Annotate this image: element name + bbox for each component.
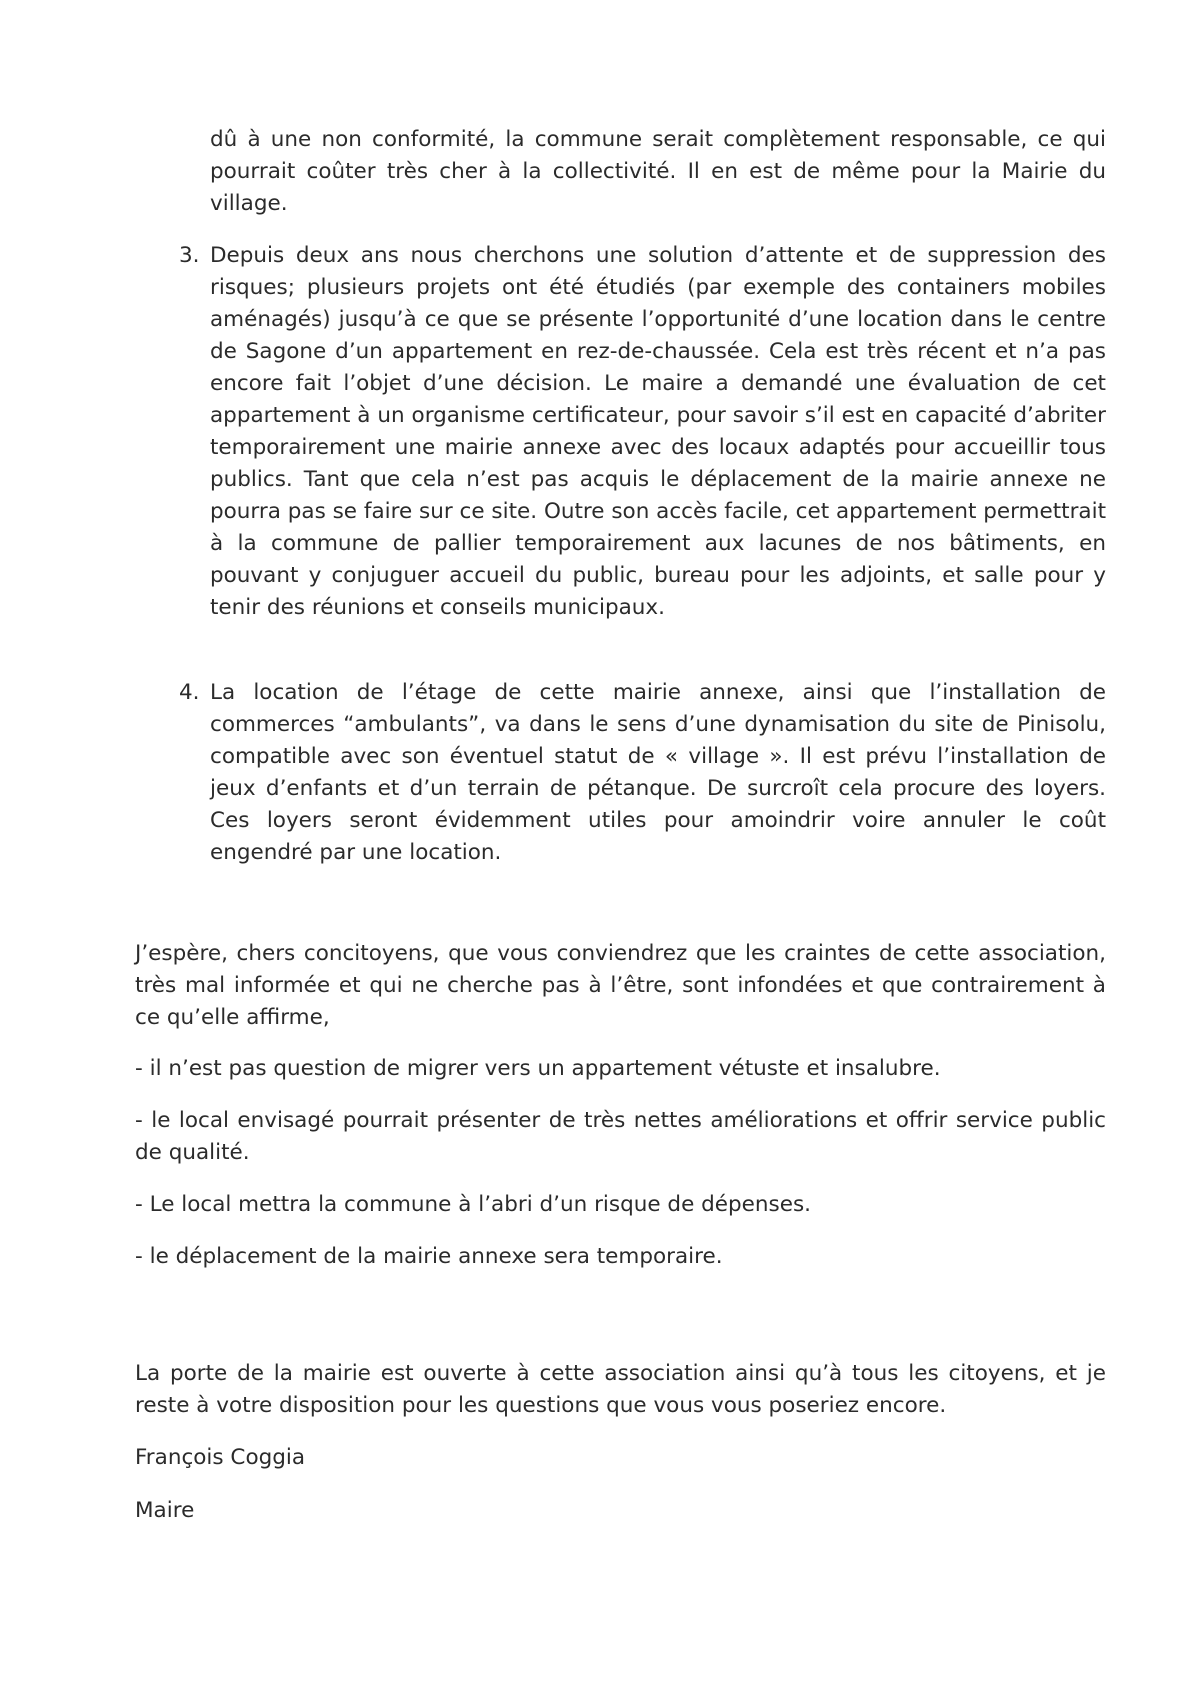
point-paragraph: - il n’est pas question de migrer vers un appartement vétuste et insalubre. <box>135 1056 941 1081</box>
list-item-text: Depuis deux ans nous cherchons une solution d’attente et de suppression des risques; plusieurs projets ont été étudiés (par exemple des containers mobiles aménagés) jusqu’à ce que se présente l’opportunité d’une location dans le centre de Sagone d’un appartement en rez-de-chaussée. Cela est très récent et n’a pas encore fait l’objet d’une décision. Le maire a demandé une évaluation de cet appartement à un organisme certificateur, pour savoir s’il est en capacité d’abriter temporairement une mairie annexe avec des locaux adaptés pour accueillir tous publics. Tant que cela n’est pas acquis le déplacement de la mairie annexe ne pourra pas se faire sur ce site. Outre son accès facile, cet appartement permettrait à la commune de pallier temporairement aux lacunes de nos bâtiments, en pouvant y conjuguer accueil du public, bureau pour les adjoints, et salle pour y tenir des réunions et conseils municipaux. <box>210 243 1106 620</box>
point-paragraph: - le local envisagé pourrait présenter de très nettes améliorations et offrir service public de qualité. <box>135 1108 1106 1165</box>
intro-paragraph: J’espère, chers concitoyens, que vous conviendrez que les craintes de cette association, très mal informée et qui ne cherche pas à l’être, sont infondées et que contrairement à ce qu’elle affirme, <box>135 941 1106 1030</box>
list-item-number: 4. <box>179 680 200 705</box>
point-paragraph: - Le local mettra la commune à l’abri d’un risque de dépenses. <box>135 1192 811 1217</box>
point-paragraph: - le déplacement de la mairie annexe sera temporaire. <box>135 1244 723 1269</box>
signature-title: Maire <box>135 1498 195 1523</box>
list-item <box>179 240 1106 624</box>
closing-paragraph: La porte de la mairie est ouverte à cette association ainsi qu’à tous les citoyens, et je reste à votre disposition pour les questions que vous vous poseriez encore. <box>135 1361 1106 1418</box>
continued-paragraph: dû à une non conformité, la commune serait complètement responsable, ce qui pourrait coûter très cher à la collectivité. Il en est de même pour la Mairie du village. <box>210 127 1106 216</box>
signature-name: François Coggia <box>135 1445 306 1470</box>
list-item-number: 3. <box>179 243 200 268</box>
list-item <box>179 677 1106 869</box>
list-item-text: La location de l’étage de cette mairie annexe, ainsi que l’installation de commerces “ambulants”, va dans le sens d’une dynamisation du site de Pinisolu, compatible avec son éventuel statut de « village ». Il est prévu l’installation de jeux d’enfants et d’un terrain de pétanque. De surcroît cela procure des loyers. Ces loyers seront évidemment utiles pour amoindrir voire annuler le coût engendré par une location. <box>210 680 1106 865</box>
